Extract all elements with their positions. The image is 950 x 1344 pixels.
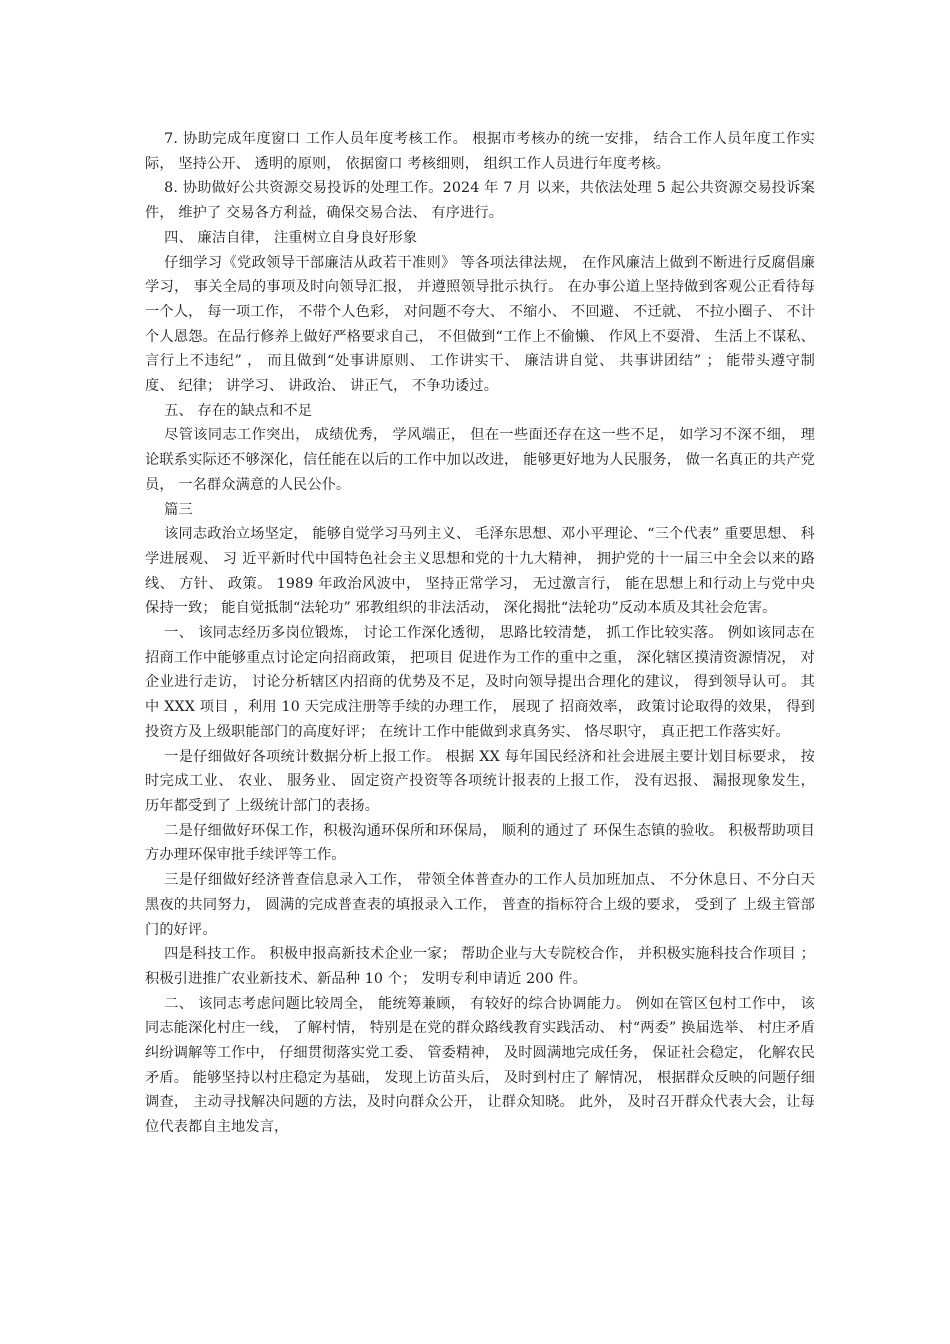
paragraph-point-1: 一、 该同志经历多岗位锻炼， 讨论工作深化透彻， 思路比较清楚， 抓工作比较实落。 例如该同志在招商工作中能够重点讨论定向招商政策， 把项目 促进作为工作的重中之重， 深化辖区摸清资源情况， 对企业进行走访， 讨论分析辖区内招商的优势及不足，及时向领导提出合理化的建议， 得到领导认可。 其中 XXX 项目 ，利用 10 天完成注册等手续的办理工作， 展现了 招商效率， 政策讨论取得的效果， 得到投资方及上级职能部门的高度好评； 在统计工作中能做到求真务实、 恪尽职守， 真正把工作落实好。 (145, 625, 815, 740)
paragraph-technology: 四是科技工作。 积极申报高新技术企业一家； 帮助企业与大专院校合作， 并积极实施科技合作项目 ； 积极引进推广农业新技术、新品种 10 个； 发明专利申请近 200 件。 (145, 946, 815, 987)
paragraph-environment: 二是仔细做好环保工作，积极沟通环保所和环保局， 顺利的通过了 环保生态镇的验收。 积极帮助项目 方办理环保审批手续评等工作。 (145, 822, 815, 864)
section-heading-5: 五、 存在的缺点和不足 (164, 402, 313, 419)
paragraph-item-8: 8. 协助做好公共资源交易投诉的处理工作。2024 年 7 月 以来，共依法处理 5 起公共资源交易投诉案件， 维护了 交易各方利益，确保交易合法、 有序进行。 (145, 180, 815, 222)
paragraph-integrity: 仔细学习《党政领导干部廉洁从政若干准则》 等各项法律法规， 在作风廉洁上做到不断进行反腐倡廉学习， 事关全局的事项及时向领导汇报， 并遵照领导批示执行。 在办事公道上坚持做到客观公正看待每一个人， 每一项工作， 不带个人色彩， 对问题不夸大、 不缩小、 不回避、 不迁就、 不拉小圈子、 不计个人恩怨。在品行修养上做好严格要求自己， 不但做到“工作上不偷懒、 作风上不耍滑、 生活上不谋私、 言行上不违纪” ， 而且做到“处事讲原则、 工作讲实干、 廉洁讲自觉、 共事讲团结” ； 能带头遵守制度、 纪律； 讲学习、 讲政治、 讲正气， 不争功诿过。 (145, 254, 815, 395)
paragraph-item-7: 7. 协助完成年度窗口 工作人员年度考核工作。 根据市考核办的统一安排， 结合工作人员年度工作实际， 坚持公开、 透明的原则， 依据窗口 考核细则， 组织工作人员进行年度考核。 (145, 131, 815, 172)
paragraph-political-stance: 该同志政治立场坚定， 能够自觉学习马列主义、 毛泽东思想、邓小平理论、“三个代表” 重要思想、 科学进展观、 习 近平新时代中国特色社会主义思想和党的十九大精神， 拥护党的十一届三中全会以来的路线、 方针、 政策。 1989 年政治风波中， 坚持正常学习， 无过激言行， 能在思想上和行动上与党中央保持一致； 能自觉抵制“法轮功” 邪教组织的非法活动， 深化揭批“法轮功”反动本质及其社会危害。 (145, 526, 815, 617)
paragraph-point-2: 二、 该同志考虑问题比较周全， 能统筹兼顾， 有较好的综合协调能力。 例如在管区包村工作中， 该同志能深化村庄一线， 了解村情， 特别是在党的群众路线教育实践活动、 村“两委” 换届选举、 村庄矛盾纠纷调解等工作中， 仔细贯彻落实党工委、 管委精神， 及时圆满地完成任务， 保证社会稳定， 化解农民矛盾。 能够坚持以村庄稳定为基础， 发现上访苗头后， 及时到村庄了 解情况， 根据群众反映的问题仔细调查， 主动寻找解决问题的方法，及时向群众公开， 让群众知晓。 此外， 及时召开群众代表大会，让每位代表都自主地发言， (145, 995, 815, 1136)
paragraph-statistics: 一是仔细做好各项统计数据分析上报工作。 根据 XX 每年国民经济和社会进展主要计划目标要求， 按时完成工业、 农业、 服务业、 固定资产投资等各项统计报表的上报工作， 没有迟报、 漏报现象发生， 历年都受到了 上级统计部门的表扬。 (145, 748, 815, 814)
section-heading-4: 四、 廉洁自律， 注重树立自身良好形象 (164, 229, 418, 246)
paragraph-shortcomings: 尽管该同志工作突出， 成绩优秀， 学风端正， 但在一些面还存在这一些不足， 如学习不深不细， 理论联系实际还不够深化，信任能在以后的工作中加以改进， 能够更好地为人民服务， 做一名真正的共产党员， 一名群众满意的人民公仆。 (145, 427, 815, 493)
section-heading-part3: 篇三 (164, 501, 193, 518)
paragraph-census: 三是仔细做好经济普查信息录入工作， 带领全体普查办的工作人员加班加点、 不分休息日、不分白天黑夜的共同努力， 圆满的完成普查表的填报录入工作， 普查的指标符合上级的要求， 受到了 上级主管部门的好评。 (145, 872, 815, 938)
document-page (145, 127, 815, 1140)
